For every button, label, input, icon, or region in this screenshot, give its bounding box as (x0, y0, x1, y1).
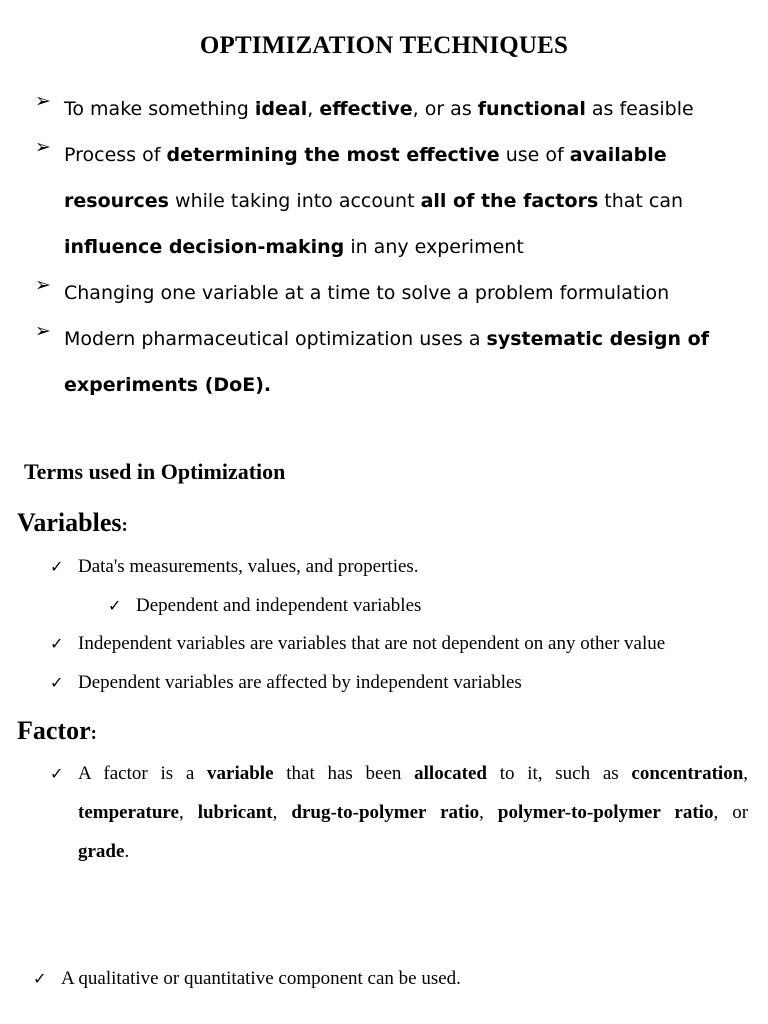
text-run: in any experiment (344, 236, 524, 258)
variables-item-text: Independent variables are variables that are not dependent on any other value (78, 633, 666, 654)
check-icon: ✓ (33, 969, 47, 988)
definition-item (35, 316, 745, 408)
text-run: to it, such as (486, 763, 632, 784)
bold-text: concentration (631, 763, 744, 784)
text-run: while taking into account (168, 190, 421, 212)
bold-text: systematic design of experiments (DoE). (64, 328, 709, 396)
text-run: that can (598, 190, 684, 212)
check-icon: ✓ (50, 764, 64, 783)
bold-text: effective (319, 98, 413, 120)
final-item-text: A qualitative or quantitative component can be used. (61, 968, 461, 989)
text-run: A factor is a (78, 763, 208, 784)
check-icon: ✓ (50, 557, 64, 576)
definition-list (35, 86, 745, 408)
bold-text: determining the most effective (166, 144, 500, 166)
text-run: , (307, 98, 320, 120)
definition-text (64, 328, 709, 396)
text-run: . (124, 841, 130, 862)
bold-text: ideal (254, 98, 308, 120)
definition-text (64, 98, 694, 120)
bold-text: drug-to-polymer ratio (291, 802, 480, 823)
variables-heading (17, 508, 128, 538)
bold-text: polymer-to-polymer ratio (497, 802, 714, 823)
definition-text (64, 282, 669, 304)
arrow-bullet-icon: ➢ (35, 320, 51, 342)
text-run: , (479, 802, 498, 823)
text-run: , (178, 802, 198, 823)
arrow-bullet-icon: ➢ (35, 274, 51, 296)
page-title: OPTIMIZATION TECHNIQUES (199, 32, 569, 59)
variables-subitem (108, 586, 422, 625)
definition-item (35, 270, 745, 316)
variables-heading-colon: : (121, 515, 128, 536)
text-run: that has been (273, 763, 415, 784)
bold-text: grade (78, 841, 125, 862)
bold-text: temperature (78, 802, 179, 823)
bold-text: variable (207, 763, 274, 784)
variables-subitem-text: Dependent and independent variables (136, 595, 422, 616)
check-icon: ✓ (108, 596, 122, 615)
text-run: as feasible (585, 98, 694, 120)
text-run: use of (499, 144, 570, 166)
factor-item (50, 754, 749, 871)
factor-heading-text: Factor (17, 716, 91, 745)
arrow-bullet-icon: ➢ (35, 136, 51, 158)
variables-item (50, 663, 522, 702)
text-run: To make something (64, 98, 255, 120)
bold-text: available resources (64, 144, 667, 212)
terms-heading: Terms used in Optimization (24, 459, 286, 484)
factor-heading (17, 716, 97, 746)
variables-item (50, 624, 666, 663)
bold-text: all of the factors (420, 190, 599, 212)
definition-item (35, 86, 745, 132)
factor-heading-colon: : (90, 723, 97, 744)
text-run: , or (713, 802, 749, 823)
text-run: , or as (412, 98, 478, 120)
definition-item (35, 132, 745, 270)
text-run: Changing one variable at a time to solve a problem formulation (64, 282, 670, 304)
bold-text: allocated (414, 763, 487, 784)
check-icon: ✓ (50, 634, 64, 653)
factor-description (78, 763, 748, 862)
variables-item-text: Dependent variables are affected by independent variables (78, 672, 522, 693)
check-icon: ✓ (50, 673, 64, 692)
final-item (33, 959, 461, 998)
definition-text (64, 144, 683, 258)
variables-item-text: Data's measurements, values, and properties. (78, 556, 419, 577)
variables-heading-text: Variables (17, 508, 122, 537)
text-run: , (743, 763, 749, 784)
arrow-bullet-icon: ➢ (35, 90, 51, 112)
bold-text: functional (477, 98, 586, 120)
text-run: Process of (64, 144, 167, 166)
text-run: , (272, 802, 292, 823)
bold-text: influence decision-making (64, 236, 345, 258)
bold-text: lubricant (197, 802, 273, 823)
text-run: Modern pharmaceutical optimization uses a (64, 328, 487, 350)
variables-item (50, 547, 419, 586)
